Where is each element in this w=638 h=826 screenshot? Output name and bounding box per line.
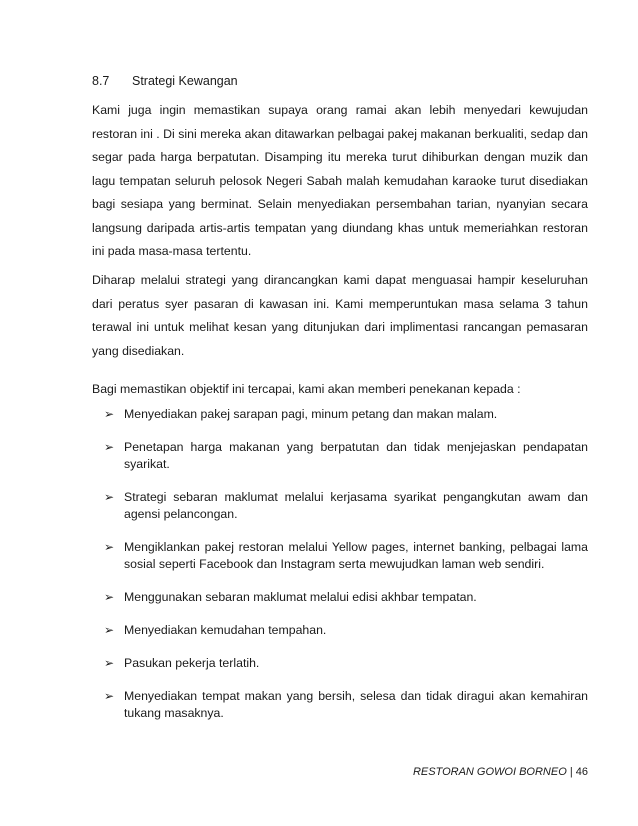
list-item-text: Strategi sebaran maklumat melalui kerjasama syarikat pengangkutan awam dan agensi pelancongan. — [124, 490, 588, 521]
list-item-text: Menggunakan sebaran maklumat melalui edisi akhbar tempatan. — [124, 590, 477, 604]
arrow-bullet-icon: ➢ — [104, 689, 115, 703]
bullet-list — [92, 406, 588, 722]
list-item-text: Menyediakan tempat makan yang bersih, selesa dan tidak diragui akan kemahiran tukang masaknya. — [124, 689, 588, 720]
list-item — [92, 589, 588, 606]
list-item — [92, 688, 588, 722]
paragraph: Diharap melalui strategi yang dirancangkan kami dapat menguasai hampir keseluruhan dari peratus syer pasaran di kawasan ini. Kami memperuntukan masa selama 3 tahun terawal ini untuk melihat kesan yang ditunjukan dari implimentasi rancangan pemasaran yang disediakan. — [92, 273, 588, 358]
list-item — [92, 539, 588, 573]
footer-title: RESTORAN GOWOI BORNEO — [412, 766, 567, 778]
arrow-bullet-icon: ➢ — [104, 407, 115, 421]
footer-separator: | — [569, 766, 573, 778]
list-item — [92, 655, 588, 672]
list-item — [92, 406, 588, 423]
page-number: 46 — [575, 766, 588, 778]
section-heading — [92, 74, 238, 88]
list-item — [92, 622, 588, 639]
paragraph: Kami juga ingin memastikan supaya orang ramai akan lebih menyedari kewujudan restoran ini . Di sini mereka akan ditawarkan pelbagai pakej makanan berkualiti, sedap dan segar pada harga berpatutan. Disamping itu mereka turut dihiburkan dengan muzik dan lagu tempatan seluruh pelosok Negeri Sabah malah kemudahan karaoke turut disediakan bagi sesiapa yang berminat. Selain menyediakan persembahan tarian, nyanyian secara langsung daripada artis-artis tempatan yang diundang khas untuk memeriahkan restoran ini pada masa-masa tertentu. — [92, 103, 588, 258]
list-item-text: Menyediakan pakej sarapan pagi, minum petang dan makan malam. — [124, 407, 498, 421]
arrow-bullet-icon: ➢ — [104, 490, 115, 504]
arrow-bullet-icon: ➢ — [104, 440, 115, 454]
list-item-text: Menyediakan kemudahan tempahan. — [124, 623, 327, 637]
list-item — [92, 439, 588, 473]
list-item-text: Penetapan harga makanan yang berpatutan dan tidak menjejaskan pendapatan syarikat. — [124, 440, 588, 471]
list-item — [92, 489, 588, 523]
section-title: Strategi Kewangan — [132, 74, 238, 88]
page-footer — [413, 766, 588, 778]
arrow-bullet-icon: ➢ — [104, 540, 115, 554]
arrow-bullet-icon: ➢ — [104, 656, 115, 670]
paragraph: Bagi memastikan objektif ini tercapai, kami akan memberi penekanan kepada : — [92, 382, 521, 396]
arrow-bullet-icon: ➢ — [104, 590, 115, 604]
list-item-text: Pasukan pekerja terlatih. — [124, 656, 260, 670]
arrow-bullet-icon: ➢ — [104, 623, 115, 637]
section-number: 8.7 — [92, 74, 110, 88]
list-item-text: Mengiklankan pakej restoran melalui Yellow pages, internet banking, pelbagai lama sosial seperti Facebook dan Instagram serta mewujudkan laman web sendiri. — [124, 540, 588, 571]
